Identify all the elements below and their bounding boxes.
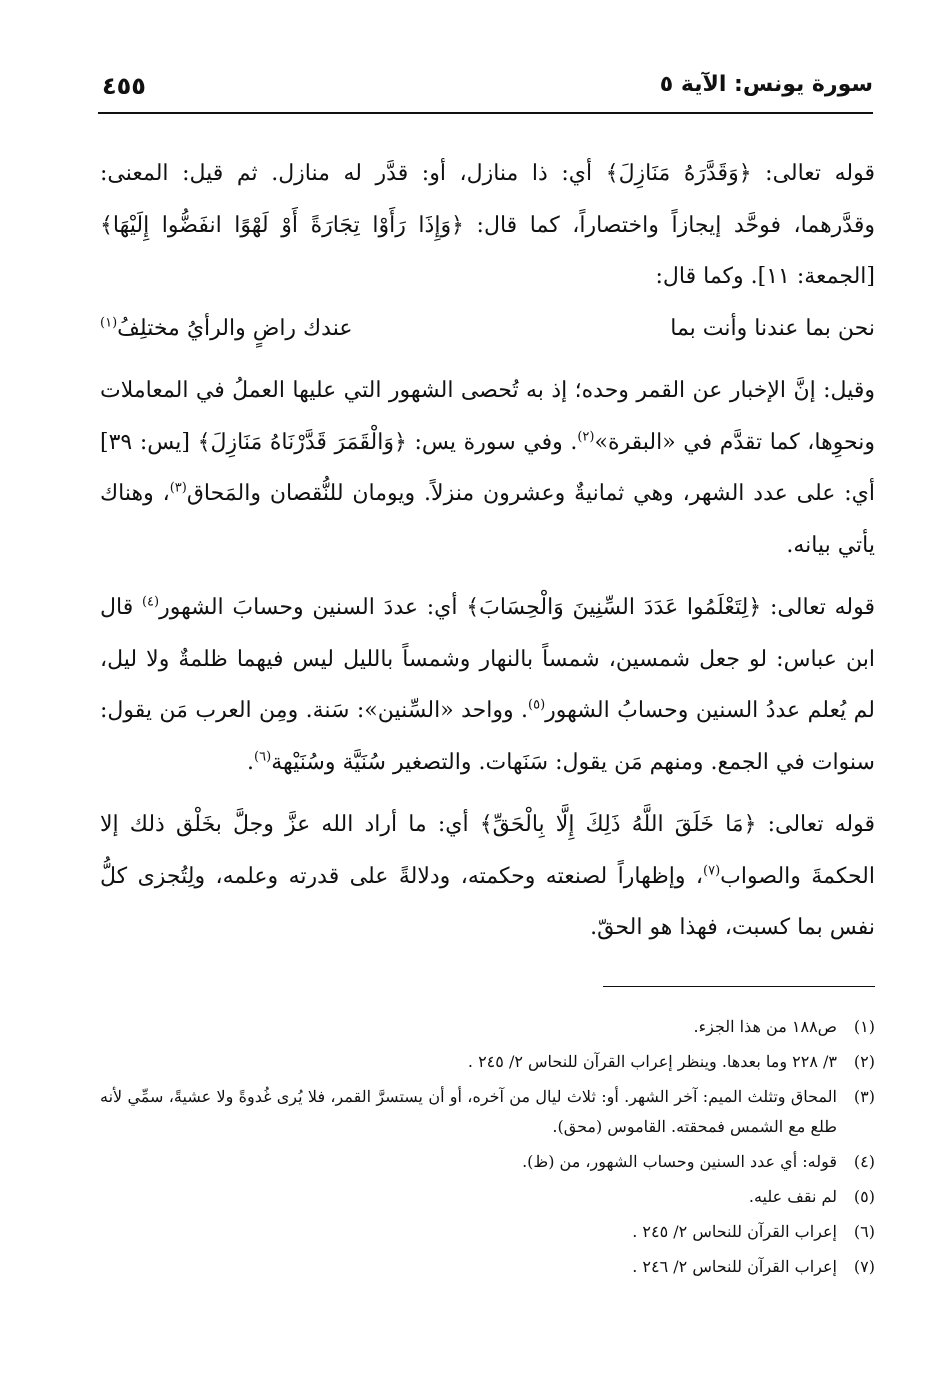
text: [يس: ٣٩] أي: على عدد الشهر، وهي ثمانيةٌ وعشرون منزلاً. ويومان للنُّقصان والمَحاق: [100, 429, 876, 506]
quran-quote: ﴿مَا خَلَقَ اللَّهُ ذَلِكَ إِلَّا بِالْحَقِّ﴾: [479, 812, 757, 837]
footnote-number: (٧): [853, 1257, 875, 1276]
page-number: ٤٥٥: [102, 72, 146, 100]
text: أي: ذا منازل، أو: قدَّر له منازل. ثم قيل: المعنى: وقدَّرهما، فوحَّد إيجازاً واختصاراً، كما قال:: [100, 161, 875, 238]
main-text: [100, 148, 875, 954]
footnotes: [100, 1012, 875, 1287]
footnote-item: [100, 1082, 875, 1142]
text: .: [247, 749, 255, 775]
footnote-text: ص١٨٨ من هذا الجزء.: [693, 1017, 837, 1036]
spacer: [100, 571, 875, 582]
text: عندك راضٍ والرأيُ مختلِفُ: [117, 315, 353, 341]
paragraph-3: [100, 582, 875, 788]
text: [الجمعة: ١١]. وكما قال:: [655, 264, 875, 289]
text: قوله تعالى:: [756, 812, 876, 837]
footnote-text: إعراب القرآن للنحاس ٢/ ٢٤٥ .: [632, 1222, 837, 1241]
text: أي: ما أراد الله عزَّ وجلَّ بخَلْق ذلك إلا الحكمةَ والصواب: [100, 812, 875, 889]
footnote-text: لم نقف عليه.: [748, 1187, 837, 1206]
text: قال ابن عباس: لو جعل شمسين، شمساً بالنهار وشمساً بالليل ليس فيهما ظلمةٌ ولا ليل، لم يُعلم عددُ السنين وحسابُ الشهور: [100, 595, 875, 723]
footnote-ref[interactable]: (١): [100, 315, 118, 331]
text: أي: عددَ السنين وحسابَ الشهور: [159, 595, 467, 620]
footnote-ref[interactable]: (٣): [169, 480, 187, 496]
footnote-ref[interactable]: (٦): [254, 749, 272, 765]
text: قوله تعالى:: [751, 161, 875, 186]
text: قوله تعالى:: [761, 595, 875, 620]
footnote-ref[interactable]: (٤): [141, 594, 160, 610]
footnote-ref[interactable]: (٢): [577, 429, 595, 445]
footnote-item: [100, 1147, 875, 1177]
quran-quote: ﴿وَقَدَّرَهُ مَنَازِلَ﴾: [605, 161, 752, 186]
footnote-number: (٢): [853, 1052, 875, 1071]
footnote-text: قوله: أي عدد السنين وحساب الشهور، من (ظ).: [522, 1152, 837, 1171]
footnote-item: [100, 1182, 875, 1212]
verse-hemistich-2: [100, 303, 353, 355]
footnote-item: [100, 1012, 875, 1042]
text: . وفي سورة يس:: [406, 429, 578, 455]
text: ، وإظهاراً لصنعته وحكمته، ودلالةً على قدرته وعلمه، ولِتُجزى كلُّ نفس بما كسبت، فهذا هو الحقّ.: [100, 863, 875, 940]
quran-quote: ﴿لِتَعْلَمُوا عَدَدَ السِّنِينَ وَالْحِسَابَ﴾: [466, 595, 762, 620]
paragraph-1: [100, 148, 875, 303]
page-header: [98, 66, 873, 114]
footnote-ref[interactable]: (٥): [528, 697, 546, 713]
footnote-number: (٥): [853, 1187, 875, 1206]
running-title: سورة يونس: الآية ٥: [659, 72, 873, 97]
text: وقيل: إنَّ الإخبار عن القمر وحده؛ إذ به تُحصى الشهور التي عليها العملُ في المعاملات ونحوِها، كما تقدَّم في «البقرة»: [100, 378, 876, 455]
footnote-item: [100, 1047, 875, 1077]
quran-quote: ﴿وَالْقَمَرَ قَدَّرْنَاهُ مَنَازِلَ﴾: [197, 429, 407, 455]
footnote-number: (٤): [853, 1152, 875, 1171]
footnote-text: المحاق وتثلث الميم: آخر الشهر. أو: ثلاث ليال من آخره، أو أن يستسرَّ القمر، فلا يُرى غُدوةً ولا عشيةً، سمِّي لأنه طلع مع الشمس فمحقته. القاموس (محق).: [100, 1087, 837, 1136]
footnote-separator: [603, 986, 875, 987]
spacer: [100, 788, 875, 799]
footnote-item: [100, 1217, 875, 1247]
verse-hemistich-1: نحن بما عندنا وأنت بما: [670, 315, 875, 341]
paragraph-4: [100, 799, 875, 954]
paragraph-2: [100, 365, 875, 571]
footnote-ref[interactable]: (٧): [703, 863, 721, 879]
footnote-number: (٣): [853, 1087, 875, 1106]
quran-quote: ﴿وَإِذَا رَأَوْا تِجَارَةً أَوْ لَهْوًا انفَضُّوا إِلَيْهَا﴾: [100, 212, 464, 238]
header-rule: [98, 112, 873, 114]
footnote-number: (١): [853, 1017, 875, 1036]
footnote-text: إعراب القرآن للنحاس ٢/ ٢٤٦ .: [632, 1257, 837, 1276]
footnote-item: [100, 1252, 875, 1282]
poetry-verse: [100, 303, 875, 355]
text: . وواحد «السِّنين»: سَنة. ومِن العرب مَن يقول: سنوات في الجمع. ومنهم مَن يقول: سَنَهات. والتصغير سُنَيَّة وسُنَيْهة: [100, 698, 875, 775]
text: ، وهناك يأتي بيانه.: [100, 481, 875, 558]
footnote-number: (٦): [853, 1222, 875, 1241]
footnote-text: ٣/ ٢٢٨ وما بعدها. وينظر إعراب القرآن للنحاس ٢/ ٢٤٥ .: [467, 1052, 837, 1071]
spacer: [100, 354, 875, 365]
